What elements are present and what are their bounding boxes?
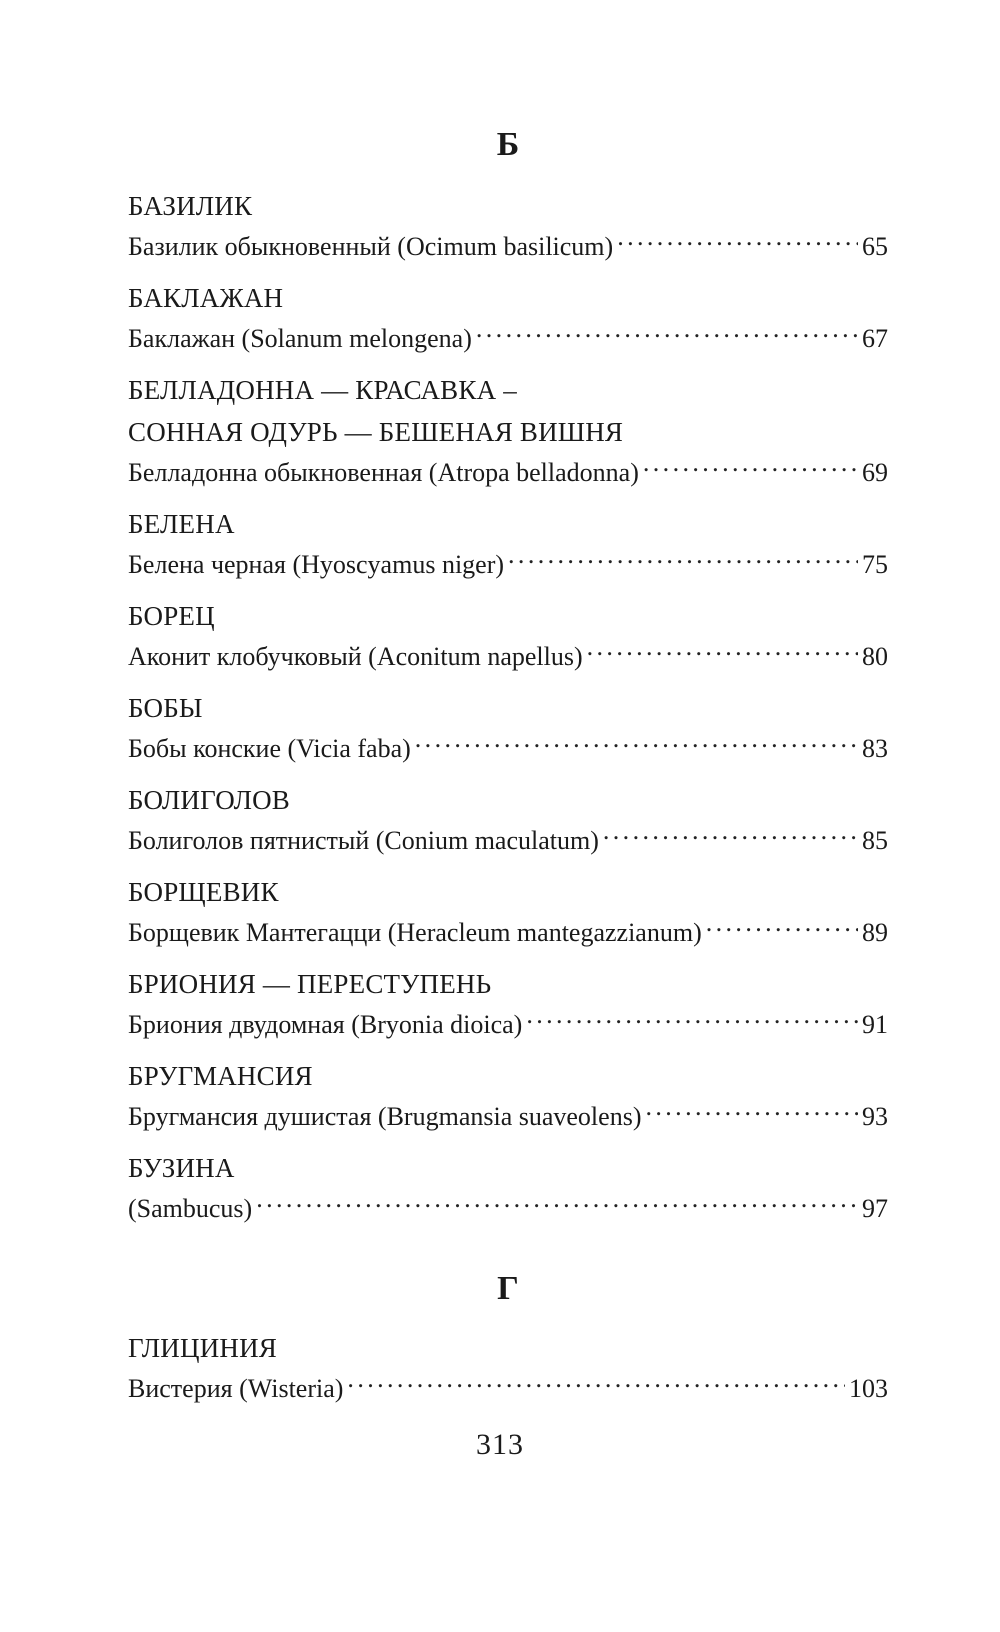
toc-group-brioniya xyxy=(128,963,888,1045)
toc-heading: БЕЛЛАДОННА — КРАСАВКА – xyxy=(128,375,517,405)
entry-title: Белена черная (Hyoscyamus niger) xyxy=(128,550,505,579)
dot-leader xyxy=(617,229,858,255)
dot-leader xyxy=(526,1007,858,1033)
entry-page-number: 75 xyxy=(862,550,888,579)
dot-leader xyxy=(706,915,858,941)
entry-page-number: 89 xyxy=(862,918,888,947)
toc-group-belena xyxy=(128,503,888,585)
toc-entry[interactable] xyxy=(128,1369,888,1409)
entry-title: Вистерия (Wisteria) xyxy=(128,1374,344,1403)
toc-entry[interactable] xyxy=(128,1005,888,1045)
toc-heading: БУЗИНА xyxy=(128,1153,235,1183)
toc-heading: БАКЛАЖАН xyxy=(128,283,284,313)
page-number-folio: 313 xyxy=(476,1428,524,1461)
dot-leader xyxy=(587,639,858,665)
toc-heading: БОЛИГОЛОВ xyxy=(128,785,290,815)
dot-leader xyxy=(347,1371,845,1397)
toc-heading: БОРЩЕВИК xyxy=(128,877,279,907)
toc-entry[interactable] xyxy=(128,319,888,359)
toc-entry[interactable] xyxy=(128,637,888,677)
entry-title: Аконит клобучковый (Aconitum napellus) xyxy=(128,642,583,671)
entry-title: Бругмансия душистая (Brugmansia suaveolens) xyxy=(128,1102,642,1131)
toc-page xyxy=(128,0,888,1419)
toc-group-brugmansiya xyxy=(128,1055,888,1137)
toc-heading: БОБЫ xyxy=(128,693,203,723)
entry-page-number: 67 xyxy=(862,324,888,353)
dot-leader xyxy=(415,731,858,757)
entry-page-number: 91 xyxy=(862,1010,888,1039)
dot-leader xyxy=(256,1191,858,1217)
toc-heading: ГЛИЦИНИЯ xyxy=(128,1333,277,1363)
entry-title: Белладонна обыкновенная (Atropa belladonna) xyxy=(128,458,639,487)
entry-title: Базилик обыкновенный (Ocimum basilicum) xyxy=(128,232,614,261)
toc-group-boligolov xyxy=(128,779,888,861)
dot-leader xyxy=(476,321,858,347)
toc-heading: БАЗИЛИК xyxy=(128,191,253,221)
entry-page-number: 65 xyxy=(862,232,888,261)
toc-entry[interactable] xyxy=(128,729,888,769)
toc-heading: БРИОНИЯ — ПЕРЕСТУПЕНЬ xyxy=(128,969,492,999)
entry-page-number: 103 xyxy=(849,1374,888,1403)
entry-page-number: 69 xyxy=(862,458,888,487)
entry-page-number: 93 xyxy=(862,1102,888,1131)
entry-page-number: 85 xyxy=(862,826,888,855)
toc-group-borets xyxy=(128,595,888,677)
toc-entry[interactable] xyxy=(128,913,888,953)
toc-entry[interactable] xyxy=(128,453,888,493)
entry-title: Борщевик Мантегацци (Heracleum mantegazzianum) xyxy=(128,918,702,947)
entry-page-number: 83 xyxy=(862,734,888,763)
entry-title: (Sambucus) xyxy=(128,1194,253,1223)
toc-group-boby xyxy=(128,687,888,769)
entry-page-number: 80 xyxy=(862,642,888,671)
toc-group-bazilik xyxy=(128,185,888,267)
entry-title: Бобы конские (Vicia faba) xyxy=(128,734,411,763)
toc-heading: БЕЛЕНА xyxy=(128,509,235,539)
toc-entry[interactable] xyxy=(128,1097,888,1137)
toc-group-glitsiniya xyxy=(128,1327,888,1409)
toc-entry[interactable] xyxy=(128,1189,888,1229)
section-letter-g: Г xyxy=(497,1270,519,1307)
toc-entry[interactable] xyxy=(128,545,888,585)
toc-entry[interactable] xyxy=(128,227,888,267)
section-letter-b: Б xyxy=(496,126,520,163)
toc-heading-line2: СОННАЯ ОДУРЬ — БЕШЕНАЯ ВИШНЯ xyxy=(128,417,624,447)
toc-group-buzina xyxy=(128,1147,888,1229)
entry-page-number: 97 xyxy=(862,1194,888,1223)
toc-heading: БОРЕЦ xyxy=(128,601,215,631)
entry-title: Бриония двудомная (Bryonia dioica) xyxy=(128,1010,523,1039)
toc-heading: БРУГМАНСИЯ xyxy=(128,1061,313,1091)
dot-leader xyxy=(508,547,858,573)
toc-group-baklazhan xyxy=(128,277,888,359)
entry-title: Болиголов пятнистый (Conium maculatum) xyxy=(128,826,599,855)
toc-entry[interactable] xyxy=(128,821,888,861)
dot-leader xyxy=(645,1099,858,1125)
dot-leader xyxy=(603,823,858,849)
toc-group-borshchevik xyxy=(128,871,888,953)
dot-leader xyxy=(643,455,858,481)
toc-group-belladonna xyxy=(128,369,888,493)
entry-title: Баклажан (Solanum melongena) xyxy=(128,324,472,353)
